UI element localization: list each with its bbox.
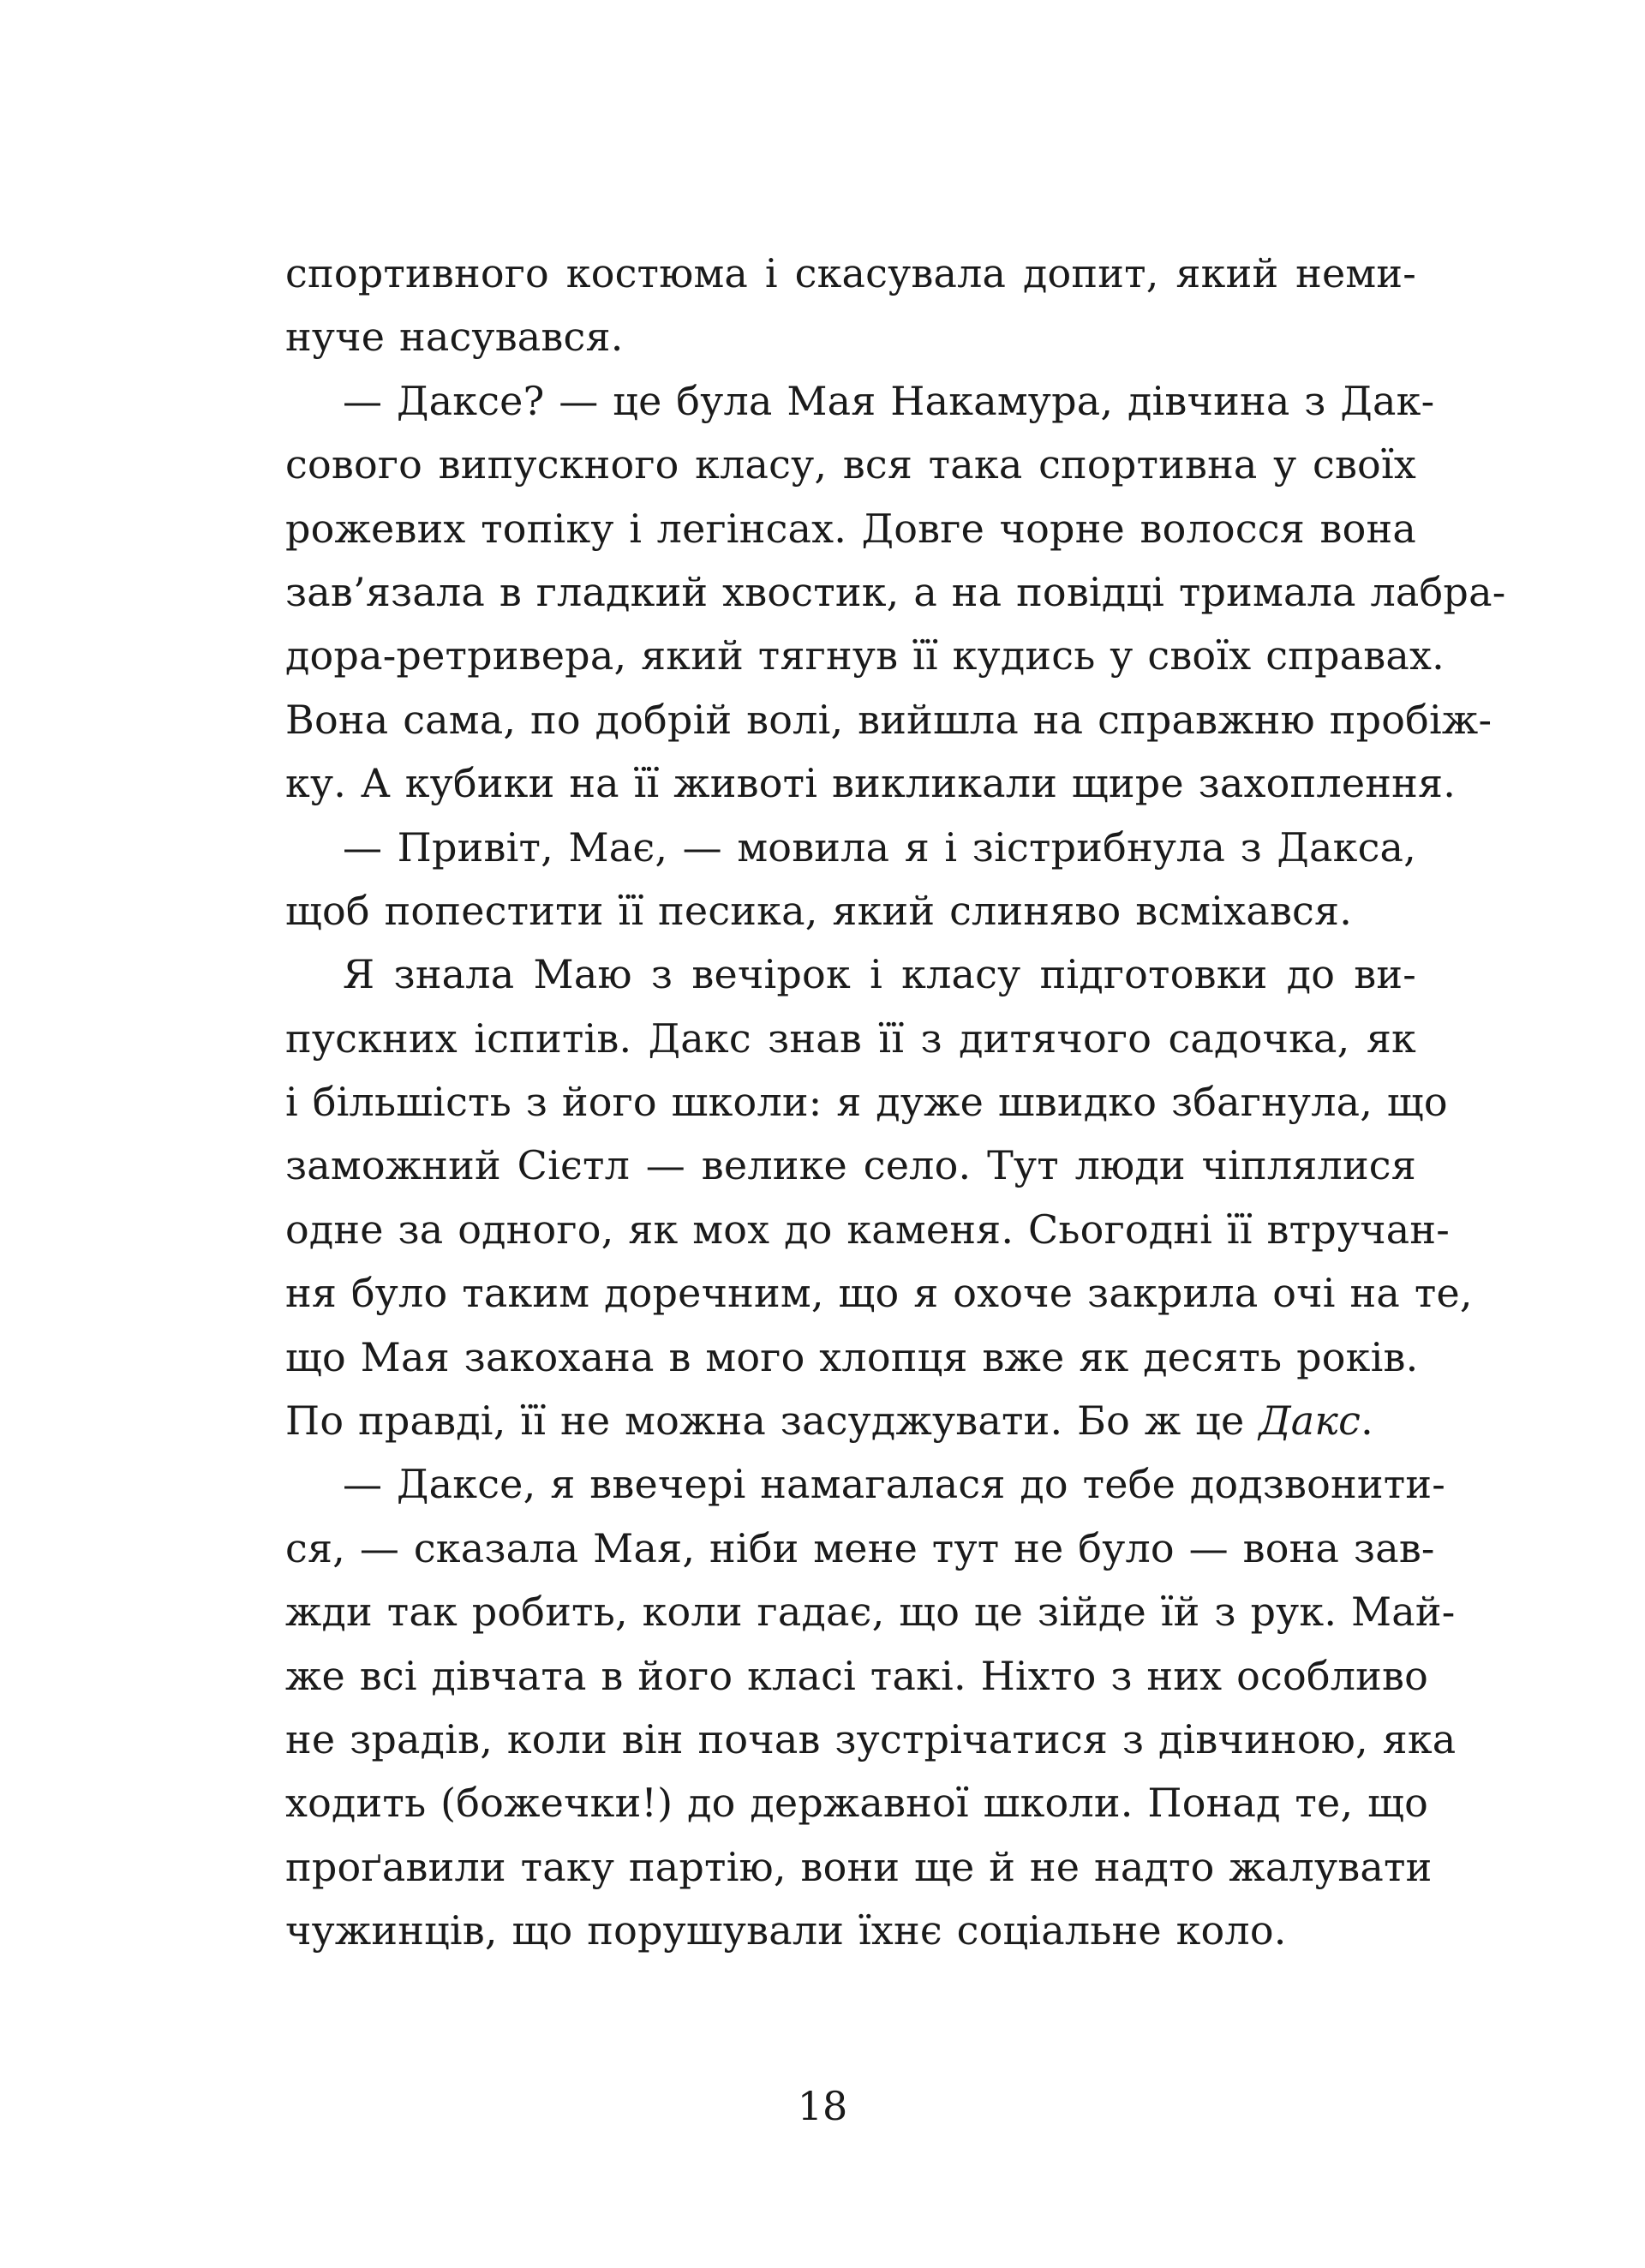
text-line: одне за одного, як мох до каменя. Сьогодні її втручан- bbox=[285, 1206, 1451, 1253]
text-line: ходить (божечки!) до державної школи. Понад те, що bbox=[285, 1780, 1428, 1827]
text-line-dialogue: — Даксе? — це була Мая Накамура, дівчина з Дак- bbox=[343, 377, 1435, 424]
text-line bbox=[285, 1389, 1416, 1452]
text-line: Вона сама, по добрій волі, вийшла на справжню пробіж- bbox=[285, 696, 1492, 743]
text-line: ня було таким доречним, що я охоче закрила очі на те, bbox=[285, 1270, 1473, 1317]
text-segment: По правді, її не можна засуджувати. Бо ж це bbox=[285, 1397, 1259, 1445]
text-line: що Мая закохана в мого хлопця вже як десять років. bbox=[285, 1333, 1419, 1380]
text-line: пускних іспитів. Дакс знав її з дитячого садочка, як bbox=[285, 1014, 1416, 1062]
text-line: не зрадів, коли він почав зустрічатися з дівчиною, яка bbox=[285, 1715, 1457, 1762]
text-line: заможний Сієтл — велике село. Тут люди чіплялися bbox=[285, 1142, 1416, 1189]
text-line: і більшість з його школи: я дуже швидко збагнула, що bbox=[285, 1079, 1448, 1126]
text-line: жди так робить, коли гадає, що це зійде їй з рук. Май- bbox=[285, 1589, 1456, 1636]
text-line-paragraph-start: Я знала Маю з вечірок і класу підготовки до ви- bbox=[343, 951, 1416, 998]
text-line: щоб попестити її песика, який слиняво всміхався. bbox=[285, 887, 1353, 934]
text-line-dialogue: — Даксе, я ввечері намагалася до тебе додзвонити- bbox=[343, 1461, 1446, 1508]
text-line: чужинців, що порушували їхнє соціальне коло. bbox=[285, 1907, 1287, 1954]
text-line: зав’язала в гладкий хвостик, а на повідці тримала лабра- bbox=[285, 568, 1506, 615]
page-number: 18 bbox=[797, 2083, 848, 2129]
text-line: ку. А кубики на її животі викликали щире захоплення. bbox=[285, 760, 1457, 807]
text-line: ся, — сказала Мая, ніби мене тут не було — вона зав- bbox=[285, 1524, 1435, 1571]
italic-emphasis: Дакс bbox=[1259, 1397, 1361, 1445]
text-line: проґавили таку партію, вони ще й не надто жалувати bbox=[285, 1843, 1433, 1890]
text-line: сового випускного класу, вся така спортивна у своїх bbox=[285, 441, 1416, 488]
text-line: рожевих топіку і легінсах. Довге чорне волосся вона bbox=[285, 505, 1416, 552]
text-line: нуче насувався. bbox=[285, 314, 624, 361]
body-text bbox=[285, 242, 1506, 1963]
text-line: же всі дівчата в його класі такі. Ніхто з них особливо bbox=[285, 1652, 1429, 1699]
text-line-dialogue: — Привіт, Має, — мовила я і зістрибнула з Дакса, bbox=[343, 823, 1416, 871]
text-line: дора-ретривера, який тягнув її кудись у своїх справах. bbox=[285, 632, 1445, 679]
text-line: спортивного костюма і скасувала допит, який неми- bbox=[285, 250, 1416, 296]
text-segment: . bbox=[1361, 1397, 1373, 1445]
